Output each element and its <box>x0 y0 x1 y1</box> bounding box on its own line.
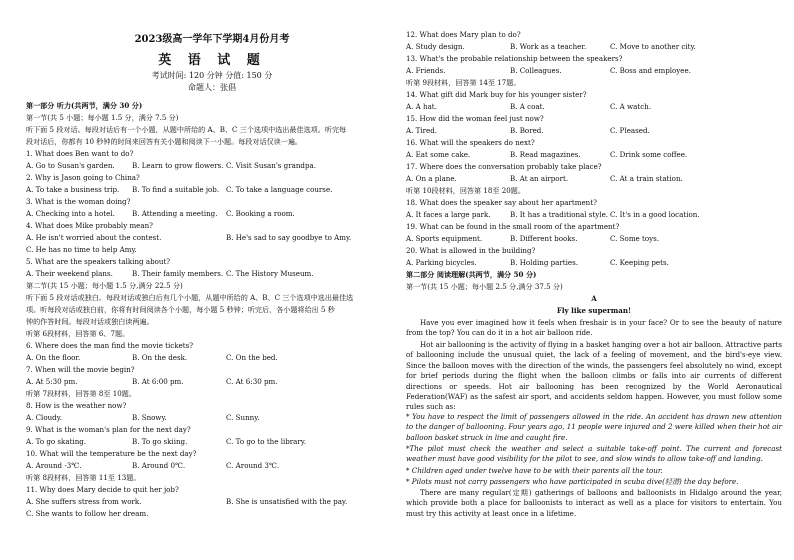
option-a: A. On a plane. <box>406 174 457 183</box>
option-b: B. Snowy. <box>132 413 167 422</box>
option-c: C. Some toys. <box>610 234 660 243</box>
question-1: 1. What does Ben want to do? <box>26 149 134 158</box>
material-note: 听第 10段材料，回答第 18至 20题。 <box>406 186 525 195</box>
passage-rule-3: * Children aged under twelve have to be with their parents all the tour. <box>406 466 663 475</box>
question-4: 4. What does Mike probably mean? <box>26 221 153 230</box>
question-16: 16. What will the speakers do next? <box>406 138 535 147</box>
option-b: B. Colleagues. <box>510 66 562 75</box>
part1-sec1-instructions: 段对话后，你都有 10 秒钟的时间来回答有关小题和阅读下一小题。每段对话仅读一遍。 <box>26 137 303 146</box>
option-b: B. To go skiing. <box>132 437 188 446</box>
option-c: C. To go to the library. <box>226 437 307 446</box>
option-c: C. On the bed. <box>226 353 278 362</box>
option-a: A. At 5:30 pm. <box>26 377 78 386</box>
option-b: B. Different books. <box>510 234 578 243</box>
question-12: 12. What does Mary plan to do? <box>406 30 521 39</box>
option-b: B. He's sad to say goodbye to Amy. <box>226 233 352 242</box>
option-a: A. Friends. <box>406 66 446 75</box>
option-c: C. He has no time to help Amy. <box>26 245 137 254</box>
question-5: 5. What are the speakers talking about? <box>26 257 171 266</box>
option-b: B. Work as a teacher. <box>510 42 587 51</box>
option-b: B. Attending a meeting. <box>132 209 218 218</box>
part1-sec1-heading: 第一节(共 5 小题；每小题 1.5 分，满分 7.5 分) <box>26 113 179 122</box>
option-a: A. Eat some cake. <box>406 150 471 159</box>
passage-rule-2: *The pilot must check the weather and select a suitable take-off point. The current and forecast weather must have good visibility for the pilot to see, and slow winds to allow take-off and landing. <box>406 444 782 464</box>
option-c: C. It's in a good location. <box>610 210 700 219</box>
material-note: 听第 6段材料，回答第 6、7题。 <box>26 329 130 338</box>
passage-rule-4: * Pilots must not carry passengers who have participated in scuba dive(轻潜) the day before. <box>406 477 739 486</box>
option-c: C. Drink some coffee. <box>610 150 688 159</box>
material-note: 听第 7段材料，回答第 8至 10题。 <box>26 389 136 398</box>
option-a: A. A hat. <box>406 102 437 111</box>
option-c: C. Keeping pets. <box>610 258 669 267</box>
option-c: C. At 6:30 pm. <box>226 377 278 386</box>
option-a: A. Tired. <box>406 126 438 135</box>
option-c: C. Pleased. <box>610 126 650 135</box>
option-c: C. The History Museum. <box>226 269 314 278</box>
option-b: B. Their family members. <box>132 269 224 278</box>
option-b: B. To find a suitable job. <box>132 185 220 194</box>
part1-heading: 第一部分 听力(共两节，满分 30 分) <box>26 101 143 110</box>
option-a: A. Sports equipment. <box>406 234 483 243</box>
exam-author: 命题人：张倡 <box>188 83 236 92</box>
option-a: A. Their weekend plans. <box>26 269 113 278</box>
option-a: A. To take a business trip. <box>26 185 120 194</box>
question-20: 20. What is allowed in the building? <box>406 246 536 255</box>
passage-paragraph-2: Hot air ballooning is the activity of flying in a basket hanging over a hot air balloon. Attractive parts of ballooning include the unusual quiet, the lack of a feeling of movement, and the bird's-eye view. Since the balloon moves with the direction of the winds, the passengers feel absolutely no wind, except for brief periods during the flight when the balloon climbs or falls into air currents of different directions or speeds. Hot air ballooning has been recognized by the World Aeronautical Federation(WAF) as the safest air sport, and accidents seldom happen. However, you must follow some rules such as: <box>406 340 782 412</box>
option-b: B. Around 0℃. <box>132 461 186 470</box>
part1-sec2-instructions: 项。听每段对话或独白前，你将有时间阅读各个小题，每小题 5 秒钟；听完后，各小题将给出 5 秒 <box>26 305 335 314</box>
option-a: A. Parking bicycles. <box>406 258 477 267</box>
question-15: 15. How did the woman feel just now? <box>406 114 544 123</box>
option-c: C. Booking a room. <box>226 209 295 218</box>
option-c: C. Around 3℃. <box>226 461 280 470</box>
option-b: B. A coat. <box>510 102 545 111</box>
exam-time-score: 考试时间: 120 分钟 分值: 150 分 <box>151 71 273 80</box>
option-b: B. At 6:00 pm. <box>132 377 184 386</box>
option-c: C. She wants to follow her dream. <box>26 509 149 518</box>
subject-title: 英 语 试 题 <box>158 53 266 68</box>
option-c: C. Boss and employee. <box>610 66 691 75</box>
part2-sec1-heading: 第一节(共 15 小题；每小题 2.5 分,满分 37.5 分) <box>406 282 563 291</box>
question-3: 3. What is the woman doing? <box>26 197 131 206</box>
passage-rule-1: * You have to respect the limit of passengers allowed in the ride. An accident has drawn new attention to the danger of ballooning. Four years ago, 11 people were injured and 2 were killed when their hot air balloon basket struck in line and caught fire. <box>406 412 782 442</box>
part2-heading: 第二部分 阅读理解(共两节，满分 50 分) <box>406 270 537 279</box>
option-a: A. Around -3℃. <box>26 461 82 470</box>
material-note: 听第 8段材料，回答第 11至 13题。 <box>26 473 141 482</box>
option-c: C. At a train station. <box>610 174 683 183</box>
option-c: C. To take a language course. <box>226 185 333 194</box>
option-a: A. Go to Susan's garden. <box>26 161 115 170</box>
part1-sec2-heading: 第二节(共 15 小题；每小题 1.5 分,满分 22.5 分) <box>26 281 183 290</box>
option-a: A. Study design. <box>406 42 465 51</box>
exam-title: 2023级高一学年下学期4月份月考 <box>134 34 290 45</box>
passage-label: A <box>591 294 597 303</box>
passage-paragraph-1: Have you ever imagined how it feels when freshair is in your face? Or to see the beauty of nature from the top? You can do it in a hot air balloon ride. <box>406 318 782 338</box>
part1-sec2-instructions: 听下面 5 段对话或独白。每段对话或独白后有几个小题，从题中所给的 A、B、C 三个选项中选出最佳选 <box>26 293 354 302</box>
option-b: B. Learn to grow flowers. <box>132 161 224 170</box>
part1-sec1-instructions: 听下面 5 段对话。每段对话后有一个小题，从题中所给的 A、B、C 三个选项中选出最佳选项。听完每 <box>26 125 347 134</box>
option-b: B. She is unsatisfied with the pay. <box>226 497 348 506</box>
passage-paragraph-3: There are many regular(定期) gatherings of balloons and balloonists in Hidalgo around the year, which provide both a place for balloonists to interact as well as a place for visitors to entertain. You must try this activity at least once in a lifetime. <box>406 488 782 518</box>
option-c: C. Visit Susan's grandpa. <box>226 161 316 170</box>
option-a: A. It faces a large park. <box>406 210 491 219</box>
option-a: A. Checking into a hotel. <box>26 209 115 218</box>
question-18: 18. What does the speaker say about her apartment? <box>406 198 597 207</box>
question-10: 10. What will the temperature be the next day? <box>26 449 197 458</box>
material-note: 听第 9段材料，回答第 14至 17题。 <box>406 78 521 87</box>
option-a: A. He isn't worried about the contest. <box>26 233 162 242</box>
question-2: 2. Why is Jason going to China? <box>26 173 140 182</box>
question-6: 6. Where does the man find the movie tickets? <box>26 341 194 350</box>
option-b: B. Bored. <box>510 126 544 135</box>
option-a: A. Cloudy. <box>26 413 63 422</box>
option-c: C. Move to another city. <box>610 42 696 51</box>
option-b: B. At an airport. <box>510 174 569 183</box>
option-a: A. On the floor. <box>26 353 81 362</box>
option-a: A. To go skating. <box>26 437 87 446</box>
passage-title: Fly like superman! <box>556 306 632 315</box>
question-9: 9. What is the woman's plan for the next day? <box>26 425 191 434</box>
question-13: 13. What's the probable relationship between the speakers? <box>406 54 623 63</box>
question-14: 14. What gift did Mark buy for his younger sister? <box>406 90 587 99</box>
option-b: B. On the desk. <box>132 353 188 362</box>
question-7: 7. When will the movie begin? <box>26 365 135 374</box>
question-8: 8. How is the weather now? <box>26 401 127 410</box>
question-17: 17. Where does the conversation probably take place? <box>406 162 602 171</box>
part1-sec2-instructions: 钟的作答时间。每段对话或独白读两遍。 <box>26 317 154 326</box>
option-b: B. Holding parties. <box>510 258 578 267</box>
option-b: B. It has a traditional style. <box>510 210 609 219</box>
option-c: C. Sunny. <box>226 413 260 422</box>
question-11: 11. Why does Mary decide to quit her job? <box>26 485 179 494</box>
option-a: A. She suffers stress from work. <box>26 497 142 506</box>
question-19: 19. What can be found in the small room of the apartment? <box>406 222 620 231</box>
option-c: C. A watch. <box>610 102 652 111</box>
option-b: B. Read magazines. <box>510 150 581 159</box>
